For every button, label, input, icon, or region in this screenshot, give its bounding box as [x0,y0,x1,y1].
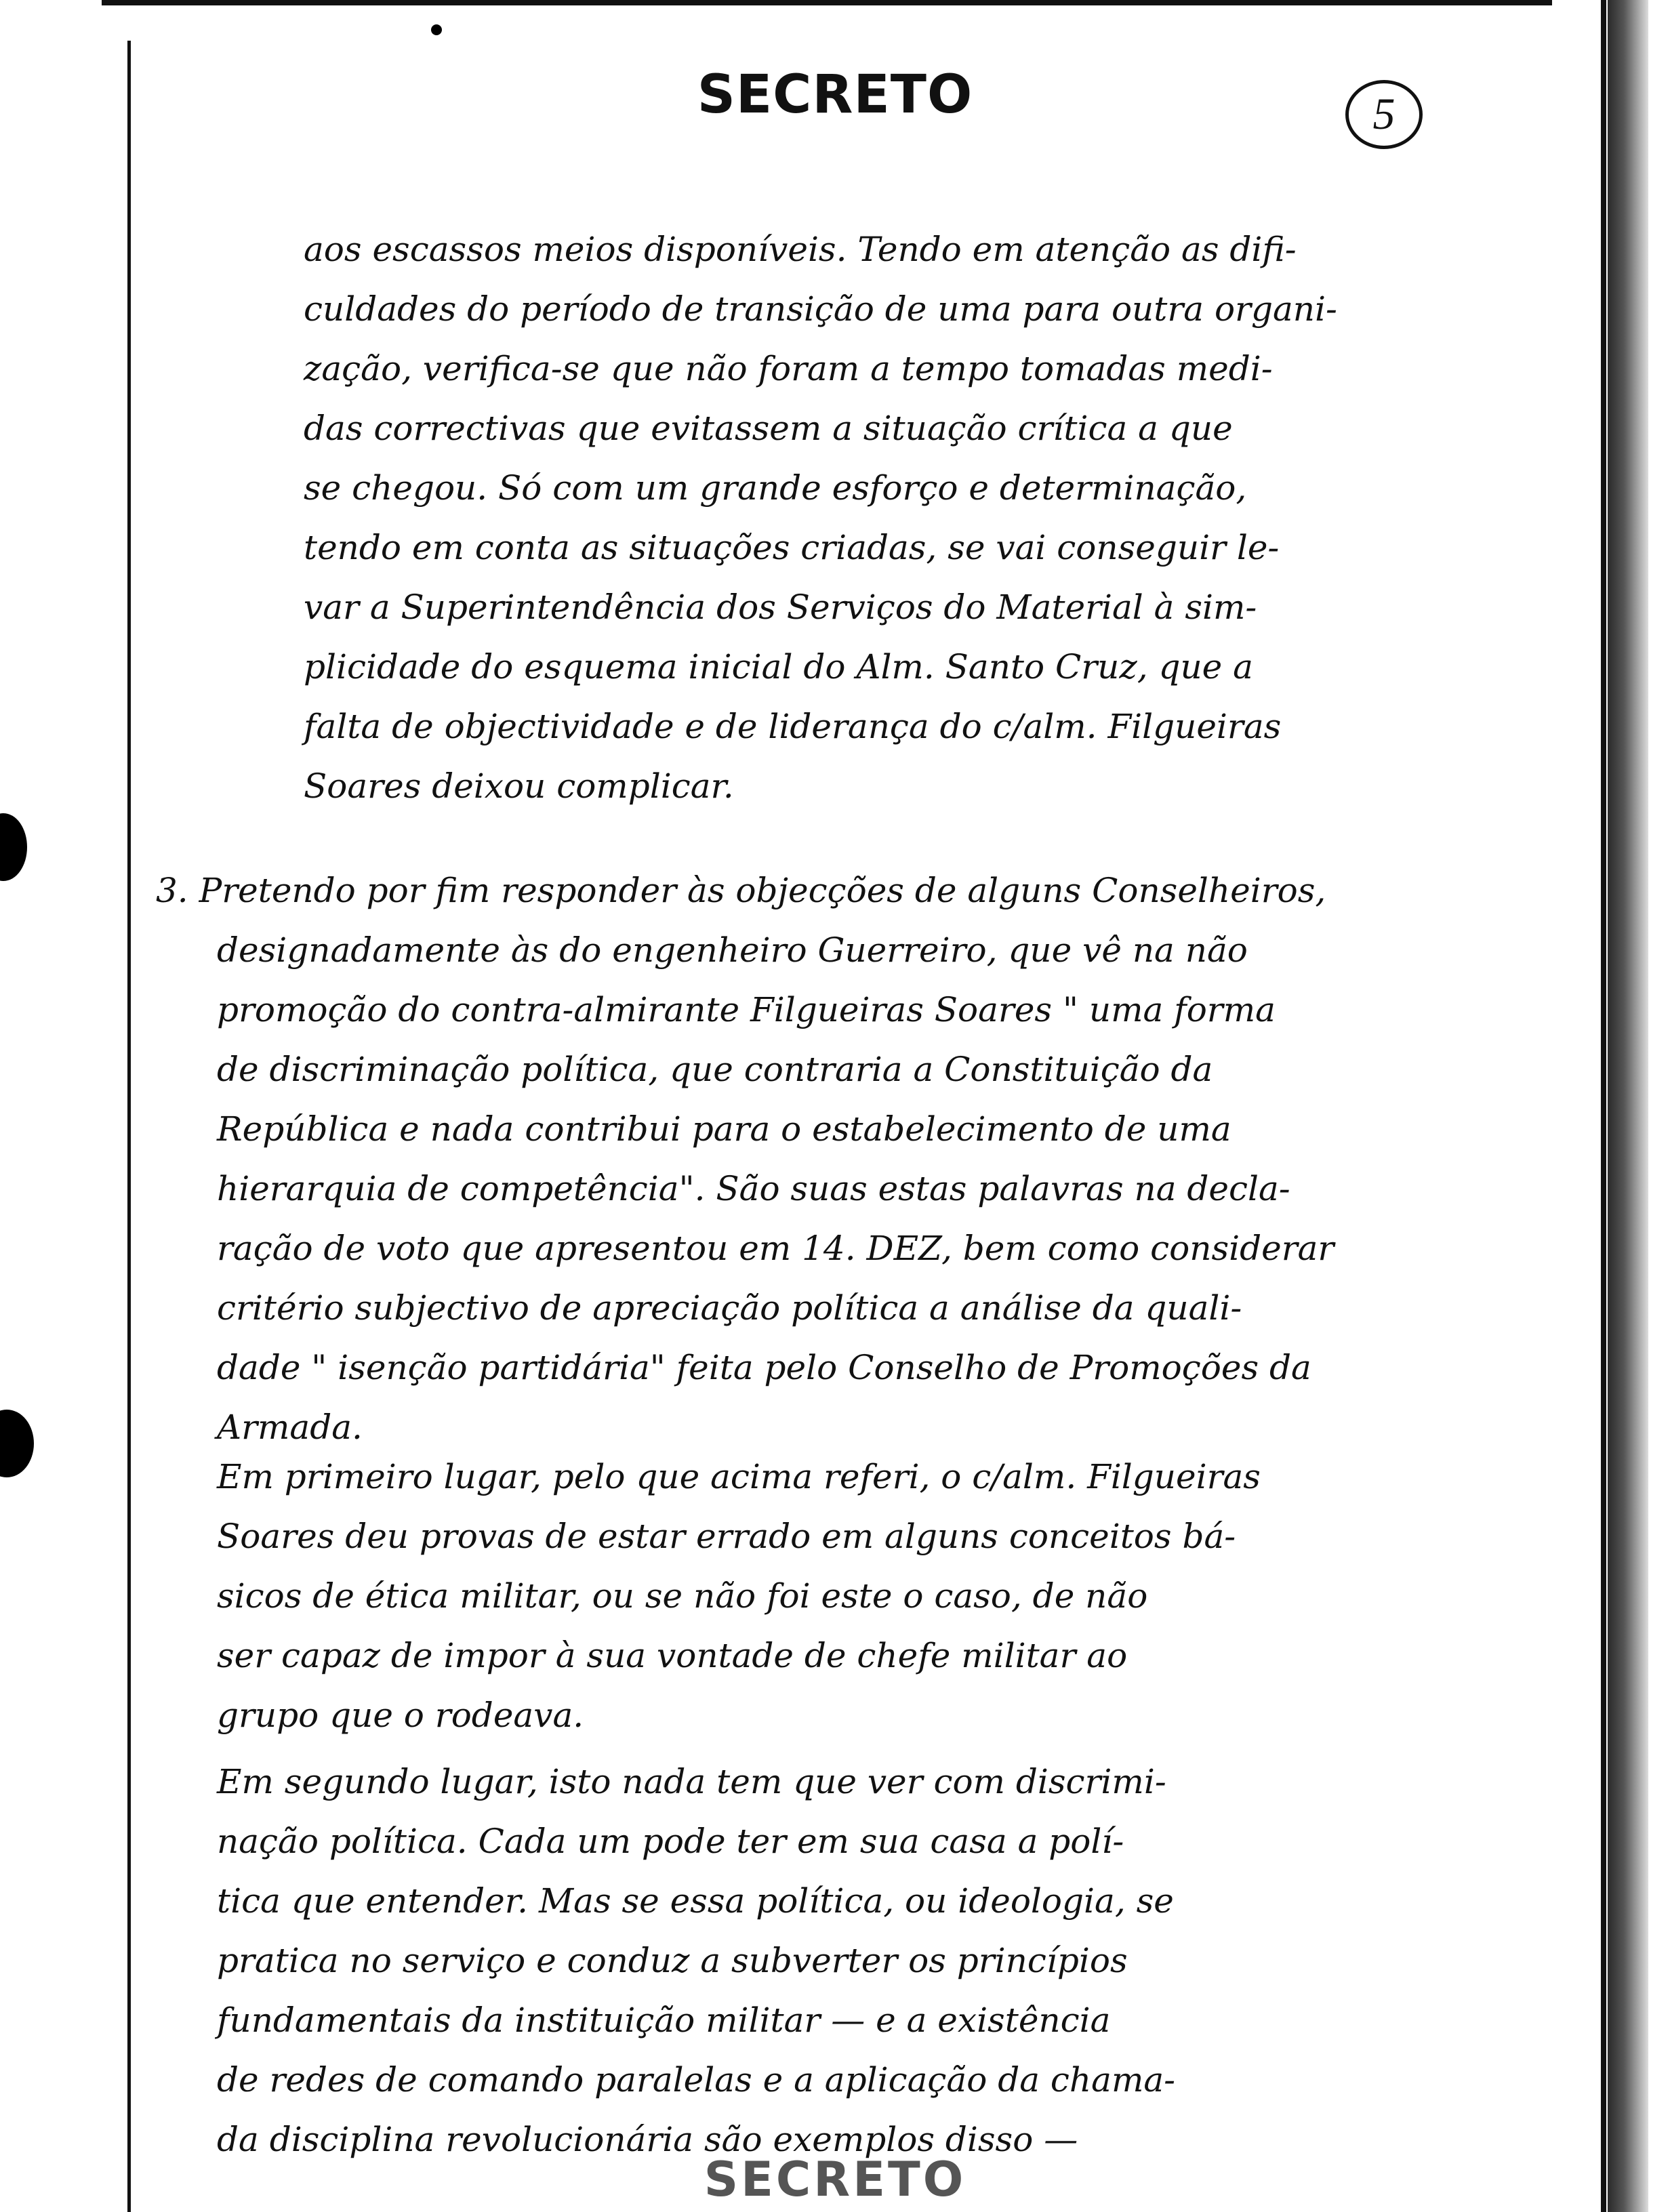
paragraph-continuation [304,220,1337,816]
text-line: var a Superintendência dos Serviços do Material à sim- [304,588,1257,627]
text-line: dade " isenção partidária" feita pelo Conselho de Promoções da [217,1348,1311,1387]
text-line: ração de voto que apresentou em 14. DEZ, bem como considerar [217,1229,1335,1268]
page-number-circled: 5 [1345,80,1423,149]
top-rule [102,0,1552,5]
text-line: pratica no serviço e conduz a subverter os princípios [217,1941,1128,1980]
right-binding-edge [1601,0,1606,2212]
binding-shadow [1608,0,1648,2212]
text-line: plicidade do esquema inicial do Alm. Santo Cruz, que a [304,647,1253,687]
text-line: se chegou. Só com um grande esforço e determinação, [304,468,1247,508]
text-line: designadamente às do engenheiro Guerreiro, que vê na não [217,930,1248,970]
text-line: Em segundo lugar, isto nada tem que ver com discrimi- [217,1762,1166,1801]
text-line: promoção do contra-almirante Filgueiras Soares " uma forma [217,990,1276,1029]
text-line: grupo que o rodeava. [217,1696,584,1735]
text-line: da disciplina revolucionária são exemplos disso — [217,2120,1078,2159]
text-line: fundamentais da instituição militar — e a existência [217,2001,1111,2040]
text-line: culdades do período de transição de uma para outra organi- [304,289,1337,329]
paragraph-second-point [217,1752,1175,2169]
text-line: Em primeiro lugar, pelo que acima referi, o c/alm. Filgueiras [217,1457,1261,1496]
ink-speck [431,24,442,35]
text-line: nação política. Cada um pode ter em sua casa a polí- [217,1822,1124,1861]
text-line: Armada. [217,1408,363,1447]
text-line: zação, verifica-se que não foram a tempo tomadas medi- [304,349,1273,388]
text-line: República e nada contribui para o estabelecimento de uma [217,1109,1231,1149]
text-line: hierarquia de competência". São suas estas palavras na decla- [217,1169,1290,1208]
text-line: falta de objectividade e de liderança do c/alm. Filgueiras [304,707,1282,746]
text-line: aos escassos meios disponíveis. Tendo em atenção as difi- [304,230,1297,269]
text-line: de discriminação política, que contraria a Constituição da [217,1050,1213,1089]
classification-footer-stamp: SECRETO [704,2152,966,2207]
paragraph-first-point [217,1447,1261,1745]
text-line: critério subjectivo de apreciação política a análise da quali- [217,1288,1242,1328]
text-line: das correctivas que evitassem a situação crítica a que [304,409,1233,448]
paragraph-section-3 [156,861,1334,1457]
left-margin-line [127,41,131,2212]
classification-header: SECRETO [697,64,973,125]
punch-hole-upper [0,813,27,881]
text-line: Soares deixou complicar. [304,766,734,806]
text-line: Soares deu provas de estar errado em alguns conceitos bá- [217,1517,1236,1556]
text-line: tica que entender. Mas se essa política, ou ideologia, se [217,1881,1174,1921]
text-line: ser capaz de impor à sua vontade de chefe militar ao [217,1636,1128,1675]
text-line: 3. Pretendo por fim responder às objecções de alguns Conselheiros, [156,871,1326,910]
text-line: sicos de ética militar, ou se não foi este o caso, de não [217,1576,1148,1616]
text-line: de redes de comando paralelas e a aplicação da chama- [217,2060,1176,2100]
text-line: tendo em conta as situações criadas, se vai conseguir le- [304,528,1280,567]
punch-hole-lower [0,1410,34,1477]
